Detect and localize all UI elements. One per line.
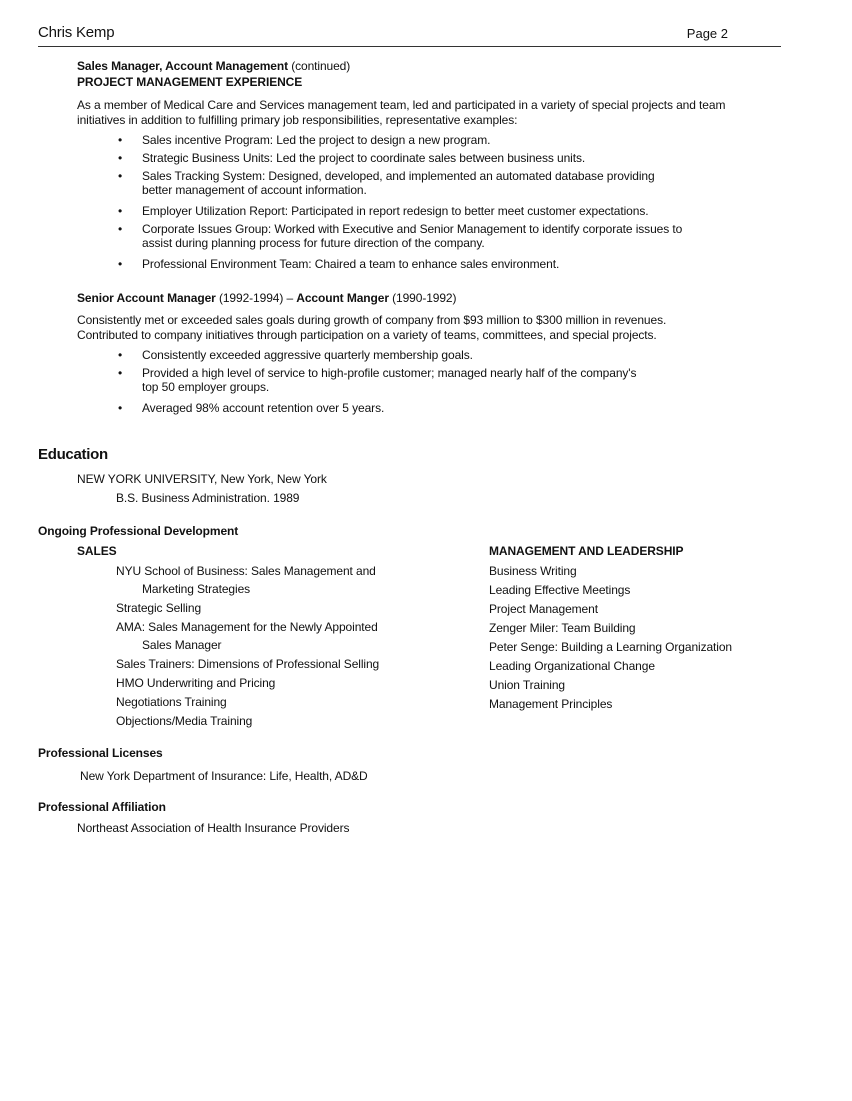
training-item: Negotiations Training [116,695,227,709]
training-item-cont: Sales Manager [142,638,222,652]
training-item: Zenger Miler: Team Building [489,621,636,635]
education-title: Education [38,446,108,463]
list-item [116,257,756,275]
bullet-text: Professional Environment Team: Chaired a team to enhance sales environment. [142,257,560,271]
list-item [116,676,476,695]
list-item [489,697,789,716]
list-item [489,602,789,621]
list-item [116,564,476,601]
bullet-text: Strategic Business Units: Led the project to coordinate sales between business units. [142,151,586,165]
affiliation-title: Professional Affiliation [38,800,166,814]
bullet-icon: • [118,257,123,271]
bullet-icon: • [118,169,123,183]
list-item [116,133,756,151]
training-item: Strategic Selling [116,601,202,615]
header-name: Chris Kemp [38,24,115,41]
list-item [489,583,789,602]
list-item [116,151,756,169]
training-item: HMO Underwriting and Pricing [116,676,276,690]
training-item: Project Management [489,602,598,616]
job1-intro-line2: initiatives in addition to fulfilling primary job responsibilities, representative examples: [77,113,518,127]
list-item [489,564,789,583]
bullet-text: Employer Utilization Report: Participated in report redesign to better meet customer expectations. [142,204,649,218]
bullet-text-cont: top 50 employer groups. [142,380,270,394]
list-item [116,601,476,620]
job-title: Senior Account Manager [77,291,216,305]
subheading: PROJECT MANAGEMENT EXPERIENCE [77,75,303,89]
bullet-text: Consistently exceeded aggressive quarterly membership goals. [142,348,473,362]
mgmt-heading: MANAGEMENT AND LEADERSHIP [489,544,684,558]
bullet-icon: • [118,133,123,147]
job2-bullet-list [116,348,756,419]
bullet-text: Averaged 98% account retention over 5 years. [142,401,385,415]
training-item: NYU School of Business: Sales Management and [116,564,376,578]
list-item [116,222,756,257]
sales-training-list [116,564,476,733]
list-item [116,204,756,222]
job-title: Sales Manager, Account Management [77,59,288,73]
mgmt-training-list [489,564,789,716]
job1-intro-line1: As a member of Medical Care and Services management team, led and participated in a variety of special projects and team [77,98,726,112]
affiliation-text: Northeast Association of Health Insurance Providers [77,821,350,835]
bullet-icon: • [118,151,123,165]
bullet-icon: • [118,222,123,236]
sales-heading: SALES [77,544,117,558]
list-item [116,657,476,676]
degree: B.S. Business Administration. 1989 [116,491,300,505]
bullet-icon: • [118,204,123,218]
job2-intro-line2: Contributed to company initiatives through participation on a variety of teams, committees, and special projects. [77,328,657,342]
page-header [38,24,781,47]
bullet-text: Sales incentive Program: Led the project to design a new program. [142,133,491,147]
list-item [116,620,476,657]
list-item [116,348,756,366]
list-item [489,659,789,678]
bullet-icon: • [118,366,123,380]
bullet-text: Sales Tracking System: Designed, developed, and implemented an automated database providing [142,169,655,183]
license-text: New York Department of Insurance: Life, Health, AD&D [80,769,368,783]
training-item: Sales Trainers: Dimensions of Professional Selling [116,657,380,671]
job-title: Account Manger [296,291,389,305]
job-dates: (1992-1994) – [215,291,297,305]
training-item: Leading Organizational Change [489,659,655,673]
job-title-note: (continued) [287,59,351,73]
list-item [116,714,476,733]
development-title: Ongoing Professional Development [38,524,239,538]
list-item [116,366,756,401]
bullet-text: Provided a high level of service to high-profile customer; managed nearly half of the company's [142,366,637,380]
job2-intro-line1: Consistently met or exceeded sales goals during growth of company from $93 million to $300 million in revenues. [77,313,667,327]
bullet-text: Corporate Issues Group: Worked with Executive and Senior Management to identify corporate issues to [142,222,683,236]
training-item: Peter Senge: Building a Learning Organization [489,640,733,654]
school-name: NEW YORK UNIVERSITY, New York, New York [77,472,327,486]
training-item-cont: Marketing Strategies [142,582,251,596]
bullet-icon: • [118,348,123,362]
job1-bullet-list [116,133,756,275]
list-item [116,169,756,204]
list-item [489,678,789,697]
training-item: Objections/Media Training [116,714,253,728]
list-item [116,401,756,419]
training-item: Management Principles [489,697,613,711]
job-title-line [77,59,350,73]
page-number: Page 2 [686,26,728,41]
list-item [489,621,789,640]
training-item: AMA: Sales Management for the Newly Appointed [116,620,378,634]
licenses-title: Professional Licenses [38,746,163,760]
list-item [116,695,476,714]
bullet-text-cont: assist during planning process for future direction of the company. [142,236,485,250]
training-item: Business Writing [489,564,577,578]
job-dates: (1990-1992) [388,291,457,305]
job2-title-line [77,291,456,305]
bullet-text-cont: better management of account information. [142,183,367,197]
bullet-icon: • [118,401,123,415]
training-item: Union Training [489,678,565,692]
list-item [489,640,789,659]
training-item: Leading Effective Meetings [489,583,631,597]
